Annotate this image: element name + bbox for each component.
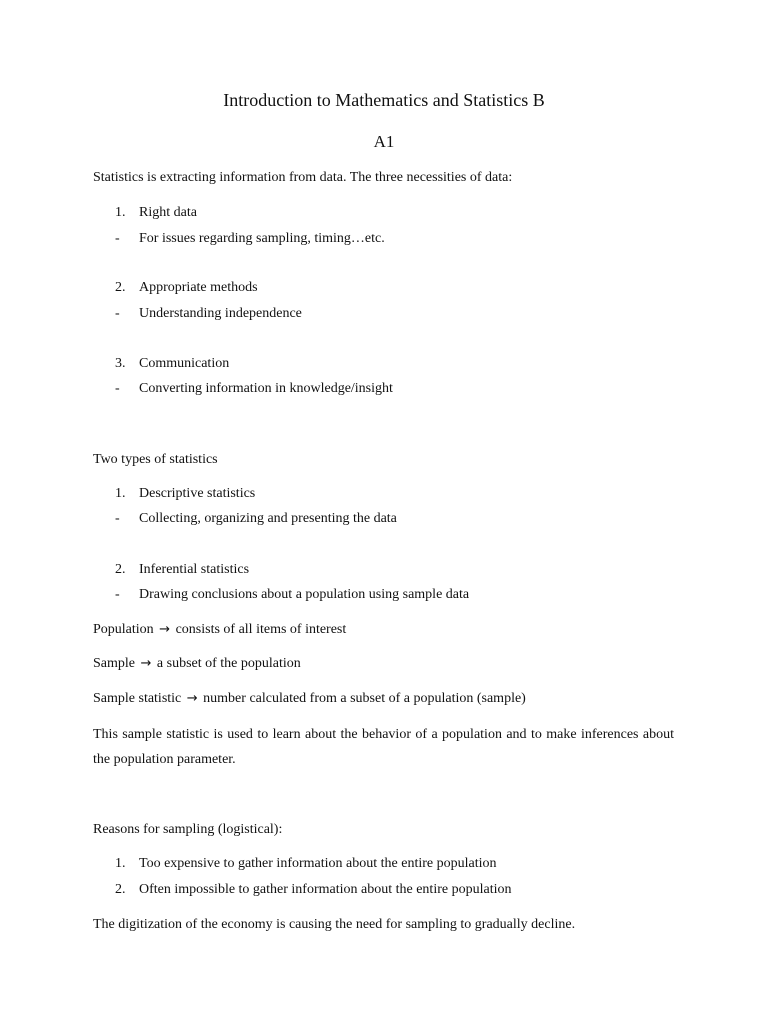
list-item-label: Right data	[139, 205, 197, 220]
arrow-right-icon: →	[186, 691, 198, 706]
list-item-detail	[115, 509, 397, 529]
arrow-right-icon: →	[159, 622, 171, 637]
closing-text: The digitization of the economy is causing the need for sampling to gradually decline.	[93, 917, 576, 932]
list-item	[115, 203, 197, 223]
list-item-detail	[115, 585, 469, 605]
list-number: 1.	[115, 205, 126, 220]
definition-term: Sample statistic	[93, 691, 182, 706]
definition-term: Population	[93, 622, 154, 637]
definition-sample	[93, 654, 675, 674]
definition-term: Sample	[93, 656, 135, 671]
list-item-detail	[115, 304, 302, 324]
reasons-heading: Reasons for sampling (logistical):	[93, 822, 283, 837]
list-number: 1.	[115, 486, 126, 501]
list-item-text: Too expensive to gather information about the entire population	[139, 856, 497, 871]
list-item-label: Inferential statistics	[139, 562, 250, 577]
list-item	[115, 278, 258, 298]
list-item-detail-text: For issues regarding sampling, timing…etc.	[139, 231, 385, 246]
dash-marker: -	[115, 587, 120, 602]
document-title: Introduction to Mathematics and Statistics B	[223, 90, 545, 110]
definition-text: consists of all items of interest	[175, 622, 347, 637]
list-number: 2.	[115, 562, 126, 577]
list-item-detail-text: Collecting, organizing and presenting the data	[139, 511, 397, 526]
dash-marker: -	[115, 381, 120, 396]
types-heading: Two types of statistics	[93, 452, 218, 467]
list-item	[115, 354, 229, 374]
list-item-detail-text: Understanding independence	[139, 306, 302, 321]
definition-population	[93, 620, 675, 640]
list-item	[115, 880, 511, 900]
list-item-label: Communication	[139, 356, 230, 371]
list-item-label: Appropriate methods	[139, 280, 258, 295]
dash-marker: -	[115, 306, 120, 321]
list-item-detail-text: Converting information in knowledge/insight	[139, 381, 393, 396]
dash-marker: -	[115, 231, 120, 246]
list-item-text: Often impossible to gather information about the entire population	[139, 882, 512, 897]
list-item-detail-text: Drawing conclusions about a population using sample data	[139, 587, 470, 602]
list-number: 1.	[115, 856, 126, 871]
intro-text: Statistics is extracting information from data. The three necessities of data:	[93, 170, 513, 185]
definition-text: a subset of the population	[156, 656, 301, 671]
list-item-label: Descriptive statistics	[139, 486, 256, 501]
list-item	[115, 560, 249, 580]
list-number: 2.	[115, 280, 126, 295]
list-number: 3.	[115, 356, 126, 371]
list-item	[115, 854, 496, 874]
body-paragraph: This sample statistic is used to learn about the behavior of a population and to make inferences about the population parameter.	[93, 727, 674, 767]
arrow-right-icon: →	[140, 656, 152, 671]
list-item	[115, 484, 255, 504]
definition-text: number calculated from a subset of a population (sample)	[203, 691, 526, 706]
list-item-detail	[115, 379, 393, 399]
list-item-detail	[115, 229, 385, 249]
definition-sample-statistic	[93, 689, 675, 709]
list-number: 2.	[115, 882, 126, 897]
dash-marker: -	[115, 511, 120, 526]
section-heading: A1	[373, 132, 395, 151]
